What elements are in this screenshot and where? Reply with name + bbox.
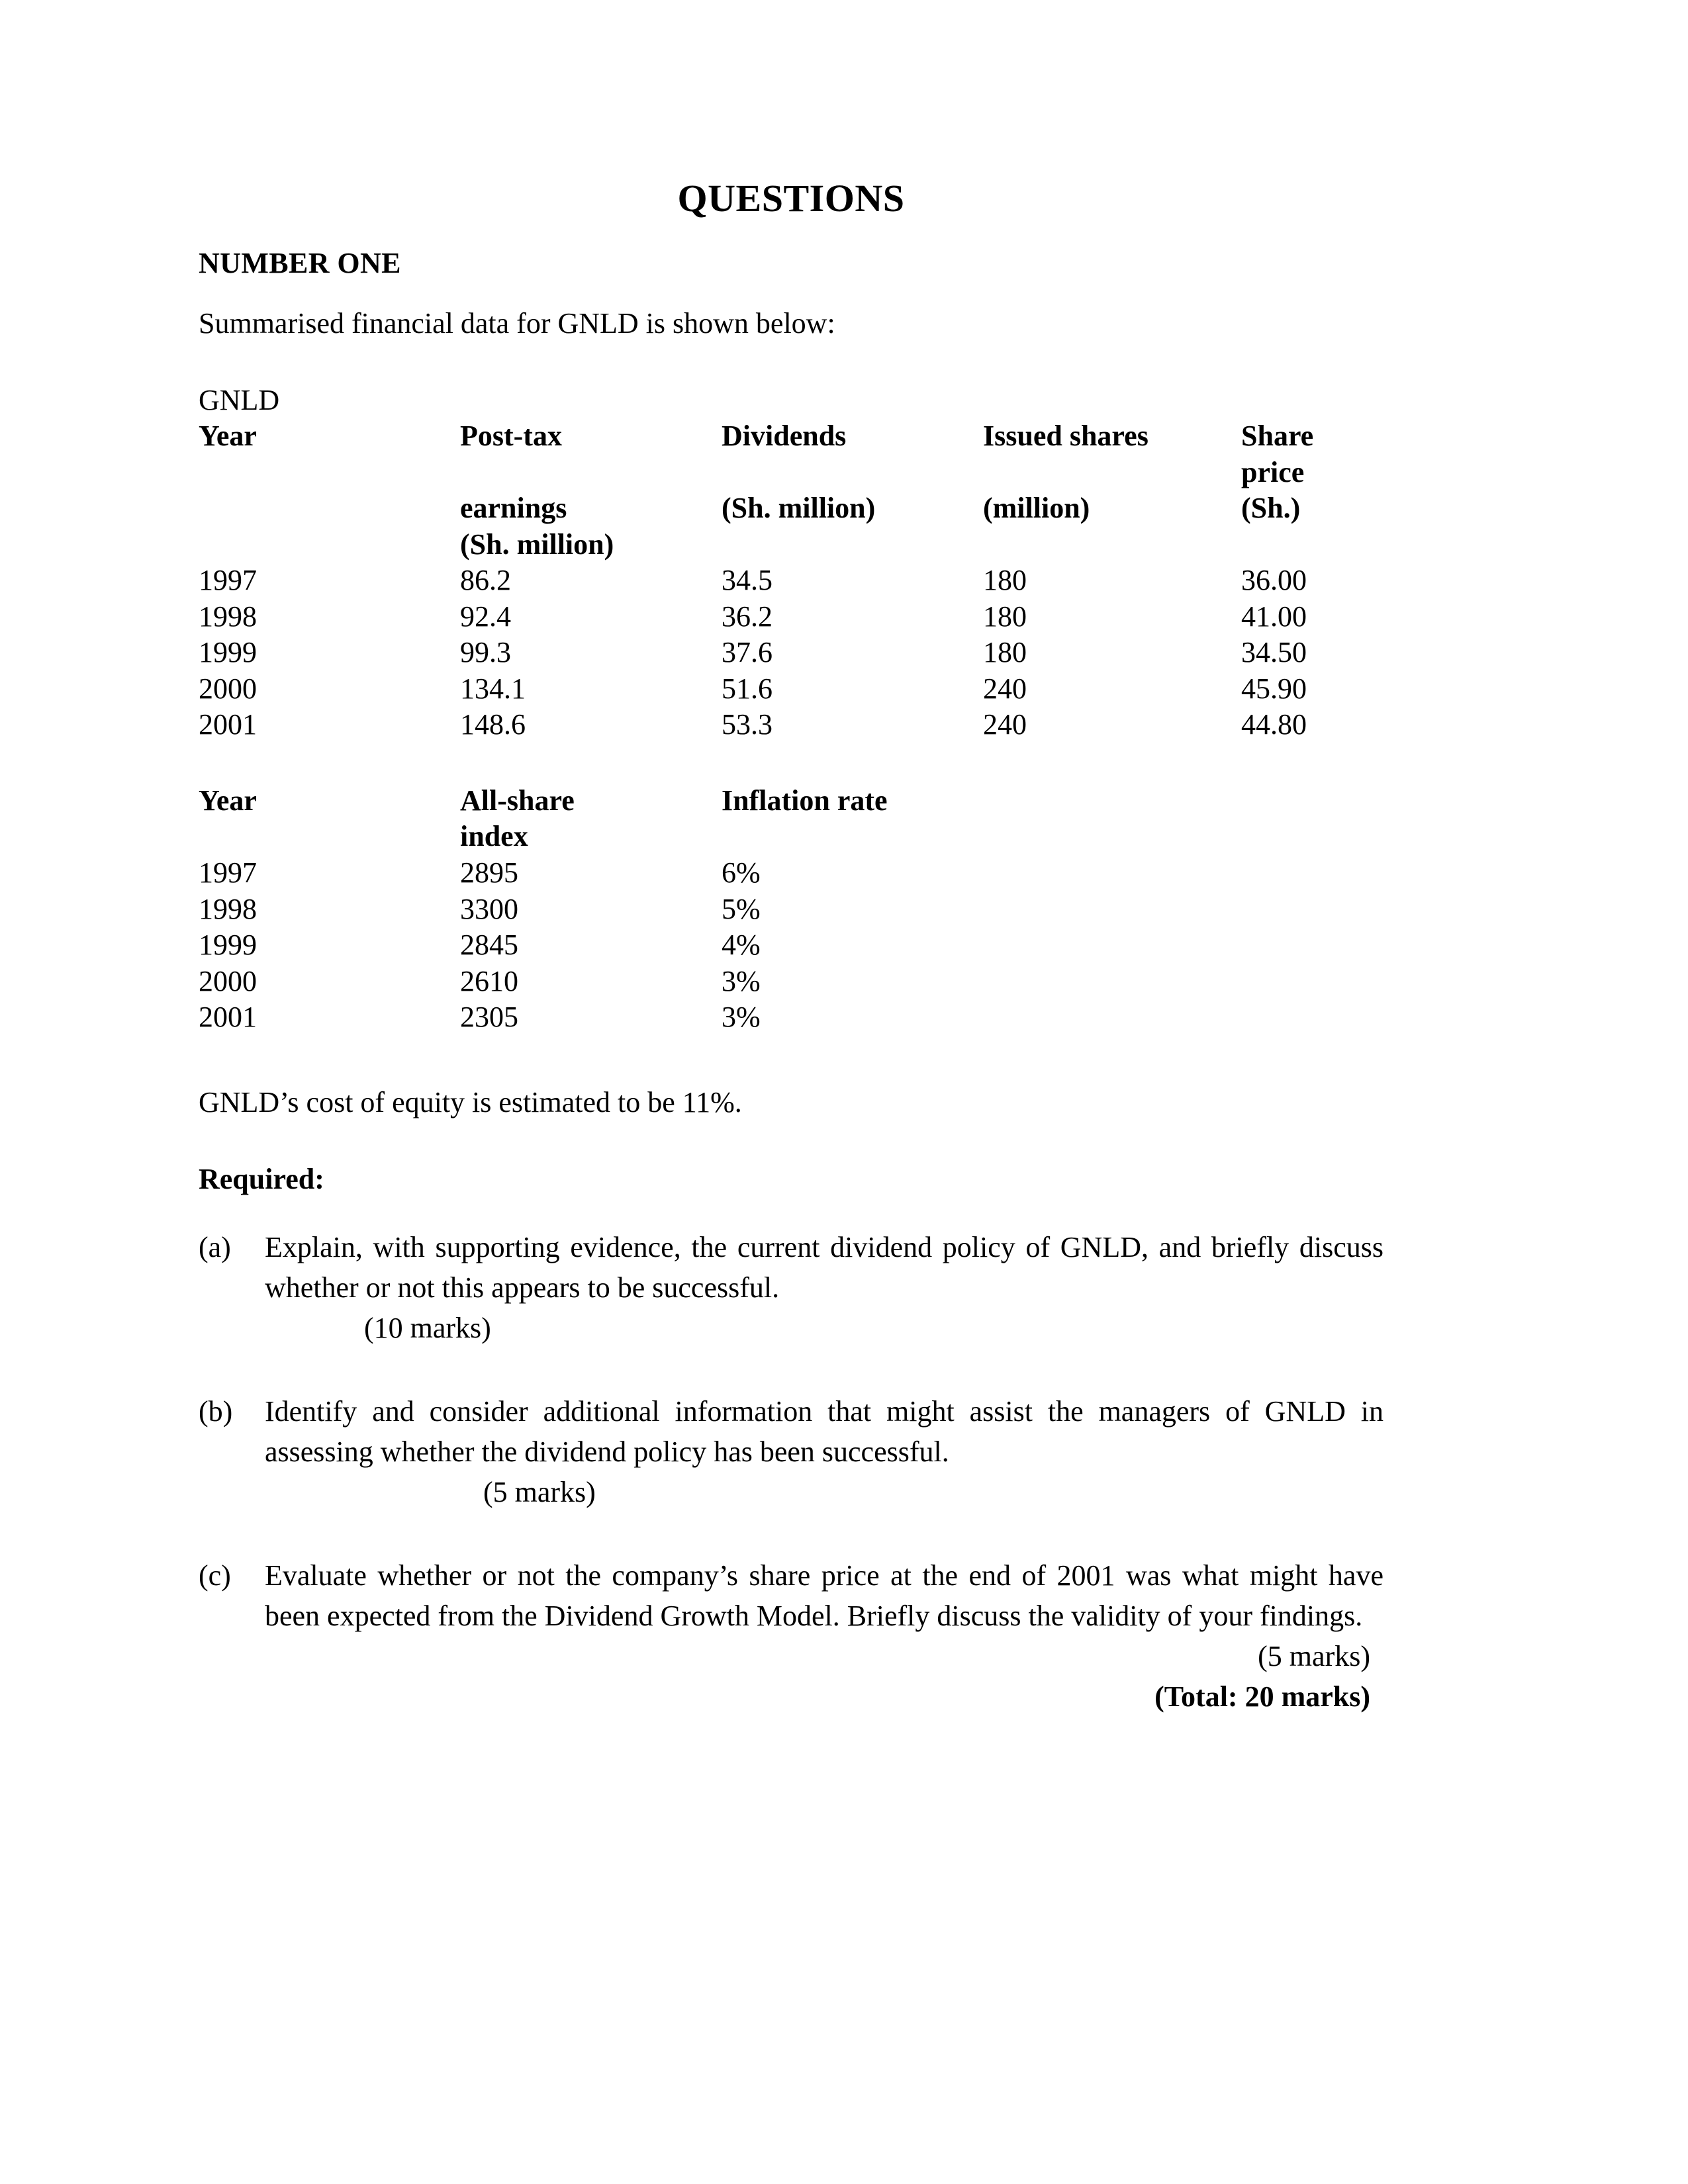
cell-dividends: 37.6: [722, 636, 773, 669]
requirement-text: Explain, with supporting evidence, the current dividend policy of GNLD, and briefly discuss whether or not this appears to be successful.: [265, 1231, 1383, 1304]
cell-year: 1998: [199, 600, 257, 633]
cell-earnings: 148.6: [460, 708, 526, 741]
table-row: [199, 599, 1383, 635]
cell-earnings: 99.3: [460, 636, 511, 669]
cell-issued-shares: 180: [983, 600, 1027, 633]
col-header-spacer-c: [722, 527, 983, 563]
table-header-row-1: [199, 418, 1383, 490]
col-header-index-line2: index: [460, 820, 528, 853]
cell-year: 1998: [199, 892, 257, 925]
table-row: [199, 671, 1383, 707]
requirement-marker: (c): [199, 1559, 231, 1592]
market-index-table: [199, 783, 1119, 1036]
table-row: [199, 855, 1119, 891]
cell-share-price: 44.80: [1241, 708, 1307, 741]
requirement-b: [199, 1392, 1383, 1512]
cell-year: 2000: [199, 964, 257, 997]
table-header-group: [199, 783, 1119, 855]
requirement-marker: (a): [199, 1231, 231, 1264]
cell-dividends: 53.3: [722, 708, 773, 741]
cell-all-share-index: 2305: [460, 1001, 518, 1034]
cell-all-share-index: 2845: [460, 929, 518, 962]
col-header-earnings-line2: earnings: [460, 492, 567, 525]
cell-inflation-rate: 5%: [722, 892, 761, 925]
cell-dividends: 36.2: [722, 600, 773, 633]
cell-dividends: 34.5: [722, 564, 773, 597]
company-label: GNLD: [199, 384, 280, 417]
intro-paragraph: Summarised financial data for GNLD is shown below:: [199, 307, 835, 340]
cell-year: 1997: [199, 564, 257, 597]
requirement-c: [199, 1556, 1383, 1717]
table-row: [199, 964, 1119, 1000]
cell-year: 2001: [199, 1001, 257, 1034]
table-header-row-1: [199, 783, 1119, 819]
cell-inflation-rate: 3%: [722, 1001, 761, 1034]
requirement-text: Evaluate whether or not the company’s share price at the end of 2001 was what might have been expected from the Dividend Growth Model. Briefly discuss the validity of your findings.: [265, 1559, 1383, 1633]
requirement-gap: [199, 1512, 1383, 1556]
col-header-issued-line2: (million): [983, 492, 1090, 525]
cell-all-share-index: 3300: [460, 892, 518, 925]
table-header-row-3: [199, 527, 1383, 563]
col-header-spacer-g: [722, 819, 1119, 855]
requirement-row: [199, 1228, 1383, 1308]
cell-share-price: 45.90: [1241, 672, 1307, 705]
table-row: [199, 927, 1119, 964]
cell-earnings: 86.2: [460, 564, 511, 597]
table-row: [199, 635, 1383, 671]
col-header-inflation: Inflation rate: [722, 784, 888, 817]
requirement-marker: (b): [199, 1395, 233, 1428]
cell-earnings: 134.1: [460, 672, 526, 705]
cell-year: 2000: [199, 672, 257, 705]
requirement-marks: (10 marks): [364, 1311, 491, 1344]
cell-all-share-index: 2895: [460, 856, 518, 889]
cell-share-price: 36.00: [1241, 564, 1307, 597]
col-header-spacer-b: [199, 527, 460, 563]
cell-year: 2001: [199, 708, 257, 741]
requirement-marks: (5 marks): [483, 1475, 596, 1508]
requirement-gap: [199, 1348, 1383, 1392]
table-row: [199, 999, 1119, 1036]
requirement-marks: (5 marks): [1258, 1639, 1370, 1672]
col-header-spacer-f: [199, 819, 460, 855]
cell-share-price: 41.00: [1241, 600, 1307, 633]
table-header-row-2: [199, 490, 1383, 527]
table-header-group: [199, 418, 1383, 563]
total-marks: (Total: 20 marks): [1154, 1680, 1370, 1713]
cell-issued-shares: 180: [983, 564, 1027, 597]
cell-year: 1999: [199, 636, 257, 669]
col-header-spacer-d: [983, 527, 1241, 563]
col-header-spacer-e: [1241, 527, 1383, 563]
table-body: [199, 855, 1119, 1036]
cost-of-equity-note: GNLD’s cost of equity is estimated to be 11%.: [199, 1085, 742, 1118]
cell-inflation-rate: 4%: [722, 929, 761, 962]
cell-inflation-rate: 3%: [722, 964, 761, 997]
table-row: [199, 707, 1383, 743]
cell-year: 1999: [199, 929, 257, 962]
col-header-spacer-a: [199, 490, 460, 527]
requirement-a: [199, 1228, 1383, 1348]
cell-dividends: 51.6: [722, 672, 773, 705]
page-title: QUESTIONS: [677, 177, 905, 220]
required-label: Required:: [199, 1163, 324, 1196]
table-row: [199, 563, 1383, 599]
cell-year: 1997: [199, 856, 257, 889]
cell-issued-shares: 240: [983, 672, 1027, 705]
col-header-dividends-line1: Dividends: [722, 419, 847, 452]
col-header-earnings-line3: (Sh. million): [460, 527, 614, 561]
cell-all-share-index: 2610: [460, 964, 518, 997]
cell-inflation-rate: 6%: [722, 856, 761, 889]
document-content: [199, 179, 1383, 1717]
cell-issued-shares: 240: [983, 708, 1027, 741]
col-header-year: Year: [199, 419, 257, 452]
col-header-index-line1: All-share: [460, 784, 575, 817]
table-gap: [199, 743, 1383, 783]
col-header-price-line2: (Sh.): [1241, 492, 1301, 525]
col-header-price-line1: Share price: [1241, 419, 1314, 488]
table-body: [199, 563, 1383, 743]
cell-share-price: 34.50: [1241, 636, 1307, 669]
col-header-dividends-line2: (Sh. million): [722, 492, 876, 525]
table-header-row-2: [199, 819, 1119, 855]
col-header-earnings-line1: Post-tax: [460, 419, 562, 452]
cell-earnings: 92.4: [460, 600, 511, 633]
table-gap: [199, 1036, 1383, 1085]
requirement-row: [199, 1556, 1383, 1636]
section-heading: NUMBER ONE: [199, 246, 401, 279]
cell-issued-shares: 180: [983, 636, 1027, 669]
table-row: [199, 891, 1119, 928]
requirement-row: [199, 1392, 1383, 1472]
col-header-year: Year: [199, 784, 257, 817]
financial-summary-table: [199, 418, 1383, 743]
col-header-issued-line1: Issued shares: [983, 419, 1149, 452]
requirement-text: Identify and consider additional information that might assist the managers of GNLD in assessing whether the dividend policy has been successful.: [265, 1395, 1383, 1469]
